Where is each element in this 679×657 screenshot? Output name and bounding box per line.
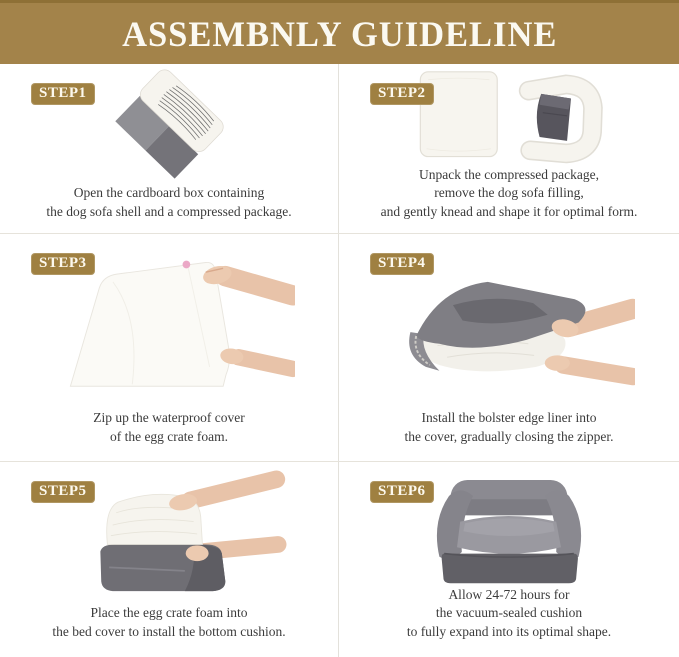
header-banner — [0, 0, 679, 64]
step2-foam-bolster-illustration — [399, 64, 619, 166]
caption-line: Zip up the waterproof cover — [93, 410, 245, 426]
page-title: ASSEMBNLY GUIDELINE — [121, 13, 558, 54]
step-badge: STEP3 — [31, 253, 95, 275]
step-badge: STEP5 — [31, 481, 95, 503]
step-badge: STEP4 — [370, 253, 434, 275]
step6-assembled-sofa-illustration — [405, 464, 613, 584]
step1-package-illustration — [99, 61, 239, 187]
step-card-5 — [0, 462, 339, 657]
step2-art-area — [339, 64, 679, 166]
caption-line: the bed cover to install the bottom cushion. — [52, 623, 286, 639]
step-badge: STEP1 — [31, 83, 95, 105]
step-caption — [0, 409, 338, 461]
step-badge: STEP2 — [370, 83, 434, 105]
steps-grid — [0, 64, 679, 657]
step-card-2 — [339, 64, 679, 234]
caption-line: the cover, gradually closing the zipper. — [404, 428, 614, 444]
caption-line: of the egg crate foam. — [109, 428, 229, 444]
step1-art-area — [0, 64, 338, 184]
step-badge: STEP6 — [370, 481, 434, 503]
step-card-3 — [0, 234, 339, 462]
step-card-4 — [339, 234, 679, 462]
step-caption — [0, 184, 338, 233]
step-caption — [339, 166, 679, 233]
caption-line: remove the dog sofa filling, — [434, 185, 584, 201]
caption-line: to fully expand into its optimal shape. — [406, 623, 612, 639]
caption-line: Unpack the compressed package, — [419, 166, 599, 182]
caption-line: Install the bolster edge liner into — [421, 410, 597, 426]
step-card-6 — [339, 462, 679, 657]
step-caption — [339, 409, 679, 461]
step-caption — [0, 604, 338, 657]
caption-line: and gently knead and shape it for optimal form. — [380, 203, 638, 219]
caption-line: Place the egg crate foam into — [90, 605, 248, 621]
step-caption — [339, 586, 679, 657]
caption-line: Open the cardboard box containing — [73, 185, 265, 201]
caption-line: Allow 24-72 hours for — [448, 586, 570, 602]
caption-line: the vacuum-sealed cushion — [435, 605, 583, 621]
caption-line: the dog sofa shell and a compressed package. — [46, 203, 292, 219]
step-card-1 — [0, 64, 339, 234]
